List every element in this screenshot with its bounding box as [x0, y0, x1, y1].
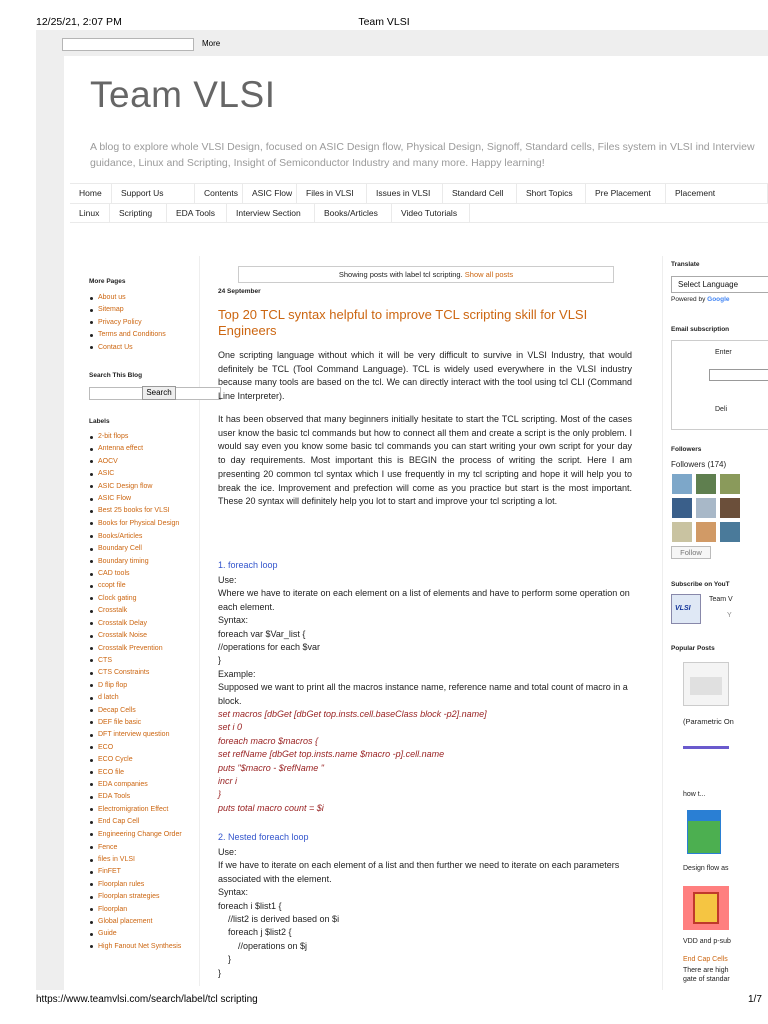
popular-post-thumbnail[interactable] — [683, 662, 729, 706]
code-line: } — [218, 655, 222, 666]
right-sidebar — [662, 256, 768, 990]
thumbnail-graphic — [688, 811, 720, 821]
label-link[interactable]: Decap Cells — [89, 705, 199, 717]
tab-books-articles[interactable]: Books/Articles — [315, 204, 392, 223]
popular-post-thumbnail[interactable] — [683, 740, 729, 756]
thumbnail-graphic — [683, 746, 729, 749]
code-line: //operations on $j — [218, 940, 308, 951]
label-link[interactable]: DEF file basic — [89, 717, 199, 729]
label-link[interactable]: Best 25 books for VLSI — [89, 505, 199, 517]
page-tabs-row-2 — [70, 203, 768, 223]
tab-placement[interactable]: Placement — [666, 184, 768, 203]
blog-search-button[interactable]: Search — [142, 386, 176, 400]
followers-heading: Followers — [671, 446, 702, 453]
label-link[interactable] — [89, 518, 199, 531]
syntax-label: Syntax: — [218, 887, 249, 898]
post-paragraph-1: One scripting language without which it will be very difficult to survive in VLSI Industry, that would definitely be TCL (Tool Command Language). TCL is widely used everywhere in the VLSI industry because many tools are based on the tcl. We can directly interact with the tool using tcl CLI (Command Line Interpreter). — [218, 350, 632, 402]
label-link[interactable]: DFT interview question — [89, 729, 199, 741]
tab-interview-section[interactable]: Interview Section — [227, 204, 315, 223]
label-status-box — [238, 266, 614, 283]
label-link[interactable]: AOCV — [89, 456, 199, 468]
more-page-link[interactable]: Terms and Conditions — [89, 329, 199, 341]
follower-avatar[interactable] — [672, 498, 692, 518]
label-link[interactable]: Floorplan strategies — [89, 891, 199, 903]
page-tabs-row-1 — [70, 183, 768, 203]
label-link[interactable]: Global placement — [89, 916, 199, 928]
label-link[interactable]: Fence — [89, 842, 199, 854]
code-line: //list2 is derived based on $i — [218, 913, 340, 924]
popular-post-title[interactable]: (Parametric On — [683, 717, 734, 726]
section-nested-foreach-body — [218, 846, 638, 980]
follower-avatar[interactable] — [696, 498, 716, 518]
label-link[interactable]: EDA companies — [89, 779, 199, 791]
label-link[interactable]: Electromigration Effect — [89, 804, 199, 816]
label-link[interactable]: ECO — [89, 742, 199, 754]
syntax-label: Syntax: — [218, 615, 249, 626]
example-label: Example: — [218, 668, 256, 679]
label-link[interactable]: Clock gating — [89, 593, 199, 605]
translate-heading: Translate — [671, 261, 700, 268]
label-link[interactable]: Boundary Cell — [89, 543, 199, 555]
label-link[interactable]: CTS Constraints — [89, 667, 199, 679]
label-link[interactable]: D flip flop — [89, 680, 199, 692]
blog-title[interactable]: Team VLSI — [90, 74, 276, 115]
example-text: Supposed we want to print all the macros instance name, reference name and total count of macro in a block. — [218, 682, 628, 706]
label-link[interactable]: Floorplan — [89, 904, 199, 916]
use-label: Use: — [218, 847, 237, 857]
popular-posts-heading: Popular Posts — [671, 645, 715, 652]
navbar-search-input[interactable] — [62, 38, 194, 51]
team-vlsi-logo[interactable] — [671, 594, 701, 624]
labels-heading: Labels — [89, 418, 110, 425]
label-link[interactable]: Floorplan rules — [89, 879, 199, 891]
tab-pre-placement[interactable]: Pre Placement — [586, 184, 666, 203]
section-foreach-body — [218, 574, 638, 815]
labels-list — [89, 431, 199, 954]
use-text: If we have to iterate on each element of a list and then further we need to iterate on each parameters associated with the element. — [218, 860, 620, 884]
print-page-number: 1/7 — [748, 994, 762, 1005]
label-link[interactable]: ECO Cycle — [89, 754, 199, 766]
label-link[interactable]: FinFET — [89, 866, 199, 878]
follower-avatar[interactable] — [720, 498, 740, 518]
follower-avatar[interactable] — [696, 522, 716, 542]
label-link[interactable]: CTS — [89, 655, 199, 667]
popular-post-title[interactable]: VDD and p-sub — [683, 938, 731, 945]
blog-description: A blog to explore whole VLSI Design, focused on ASIC Design flow, Physical Design, Signoff, Standard cells, Files system in VLSI ind Interview guidance, Linux and Scripting, Insight of Semiconductor Industry and many more. Happy learning! — [90, 141, 755, 169]
code-line: } — [218, 967, 222, 978]
print-title: Team VLSI — [358, 16, 410, 28]
tab-linux[interactable]: Linux — [70, 204, 110, 223]
example-code-line: puts "$macro - $refName " — [218, 762, 324, 773]
label-link[interactable]: Boundary timing — [89, 556, 199, 568]
label-link-text[interactable]: High Fanout Net Synthesis — [98, 942, 182, 950]
youtube-heading: Subscribe on YouT — [671, 581, 730, 588]
tab-standard-cell[interactable]: Standard Cell — [443, 184, 517, 203]
use-text: Where we have to iterate on each element on a list of elements and have to perform some operation on each element. — [218, 588, 630, 612]
label-link[interactable]: ASIC Design flow — [89, 481, 199, 493]
label-link[interactable]: Antenna effect — [89, 443, 199, 455]
google-logo[interactable]: Google — [707, 296, 730, 303]
blogger-navbar — [36, 34, 768, 54]
example-code-line: set macros [dbGet [dbGet top.insts.cell.baseClass block -p2].name] — [218, 708, 487, 719]
example-code-line: puts total macro count = $i — [218, 802, 324, 813]
print-datetime: 12/25/21, 2:07 PM — [36, 16, 122, 28]
code-line: foreach j $list2 { — [218, 927, 292, 938]
tab-asic-flow[interactable]: ASIC Flow — [243, 184, 297, 203]
print-header — [0, 0, 768, 30]
use-label: Use: — [218, 575, 237, 585]
label-link-text[interactable]: Books for Physical Design — [98, 519, 180, 527]
follower-avatar[interactable] — [696, 474, 716, 494]
tab-scripting[interactable]: Scripting — [110, 204, 167, 223]
tab-files-in-vlsi[interactable]: Files in VLSI — [297, 184, 367, 203]
label-link[interactable]: ASIC Flow — [89, 493, 199, 505]
label-link[interactable]: 2-bit flops — [89, 431, 199, 443]
follower-avatar[interactable] — [672, 474, 692, 494]
followers-count[interactable]: Followers (174) — [671, 460, 727, 469]
popular-post-snippet: gate of standar — [683, 976, 730, 983]
label-link[interactable]: ASIC — [89, 468, 199, 480]
tab-video-tutorials[interactable]: Video Tutorials — [392, 204, 470, 223]
label-link[interactable]: Crosstalk Noise — [89, 630, 199, 642]
popular-post-title[interactable]: End Cap Cells — [683, 956, 728, 963]
email-deliver-button[interactable]: Deli — [715, 406, 728, 413]
tab-home[interactable]: Home — [70, 184, 112, 203]
label-link[interactable]: Books/Articles — [89, 531, 199, 543]
more-page-link[interactable]: Sitemap — [89, 304, 199, 316]
left-sidebar — [80, 256, 200, 986]
popular-post-thumbnail[interactable] — [687, 810, 721, 854]
label-link[interactable]: ECO file — [89, 767, 199, 779]
print-footer — [0, 994, 768, 1014]
status-text: Showing posts with label tcl scripting. — [338, 270, 463, 279]
label-link[interactable]: Crosstalk Prevention — [89, 643, 199, 655]
tab-contents[interactable]: Contents — [195, 184, 243, 203]
more-page-link[interactable]: Contact Us — [89, 342, 199, 354]
popular-post-thumbnail[interactable] — [683, 886, 729, 930]
follow-button[interactable]: Follow — [671, 546, 711, 559]
tab-issues-in-vlsi[interactable]: Issues in VLSI — [367, 184, 443, 203]
label-link[interactable]: d latch — [89, 692, 199, 704]
example-code-line: incr i — [218, 775, 238, 786]
label-link[interactable]: EDA Tools — [89, 791, 199, 803]
popular-post-title[interactable]: how t... — [683, 791, 706, 798]
powered-by — [671, 296, 730, 303]
show-all-posts-link[interactable]: Show all posts — [464, 270, 514, 279]
popular-post-title[interactable]: Design flow as — [683, 865, 729, 872]
tab-eda-tools[interactable]: EDA Tools — [167, 204, 227, 223]
more-page-link[interactable]: About us — [89, 292, 199, 304]
code-line: //operations for each $var — [218, 641, 321, 652]
thumbnail-graphic — [693, 892, 719, 924]
more-pages-list — [89, 292, 199, 354]
code-line: foreach i $list1 { — [218, 900, 282, 911]
more-pages-heading: More Pages — [89, 278, 126, 285]
email-enter-label: Enter — [715, 349, 732, 356]
code-line: foreach var $Var_list { — [218, 628, 306, 639]
code-line: } — [218, 954, 232, 965]
tab-short-topics[interactable]: Short Topics — [517, 184, 586, 203]
section-heading-nested-foreach: 2. Nested foreach loop — [218, 832, 309, 842]
email-subscription-heading: Email subscription — [671, 326, 730, 333]
navbar-more-link[interactable]: More — [202, 39, 221, 48]
example-code-line: foreach macro $macros { — [218, 735, 319, 746]
tab-support-us[interactable]: Support Us — [112, 184, 195, 203]
search-blog-heading: Search This Blog — [89, 372, 143, 379]
team-vlsi-logo-text: VLSI — [675, 605, 691, 612]
email-input[interactable] — [709, 369, 768, 381]
example-code-line: } — [218, 789, 222, 800]
label-link[interactable]: End Cap Cell — [89, 816, 199, 828]
label-link[interactable]: Guide — [89, 928, 199, 940]
post-paragraph-2: It has been observed that many beginners initially hesitate to start the TCL scripting. Most of the cases user know the basic tcl commands but how to connect all them and create a script is the only problem. I would say even you know some basic tcl commands you can start writing your own script for your day to day requirements. Most important this is BEGIN the process of writing the script. Here I am presenting 20 common tcl syntax which I use frequently in my tcl scripting and hope it will help you to break the ice. Improvement and prefection will come as you practice but start is the most important. These 20 syntax will definitely help you lot to start and improve your tcl scripting a lot. — [218, 414, 632, 507]
label-link[interactable] — [89, 829, 199, 842]
section-heading-foreach: 1. foreach loop — [218, 560, 278, 570]
print-url: https://www.teamvlsi.com/search/label/tcl scripting — [36, 994, 258, 1005]
label-link[interactable] — [89, 941, 199, 954]
popular-post-snippet: There are high — [683, 967, 729, 974]
example-code-line: set i 0 — [218, 722, 243, 733]
post-date: 24 September — [218, 288, 261, 295]
label-link[interactable]: files in VLSI — [89, 854, 199, 866]
label-link[interactable]: Crosstalk Delay — [89, 618, 199, 630]
label-link[interactable]: ccopt file — [89, 580, 199, 592]
powered-by-text: Powered by — [671, 296, 706, 303]
follower-avatar[interactable] — [672, 522, 692, 542]
translate-select[interactable]: Select Language — [671, 276, 768, 293]
thumbnail-graphic — [690, 677, 722, 695]
label-link[interactable]: Crosstalk — [89, 605, 199, 617]
post-title[interactable]: Top 20 TCL syntax helpful to improve TCL scripting skill for VLSI Engineers — [218, 307, 588, 338]
label-link[interactable]: CAD tools — [89, 568, 199, 580]
label-link-text[interactable]: Engineering Change Order — [98, 830, 182, 838]
youtube-subscribe-button[interactable]: Y — [727, 612, 732, 619]
more-page-link[interactable]: Privacy Policy — [89, 317, 199, 329]
follower-avatar[interactable] — [720, 522, 740, 542]
youtube-channel-name[interactable]: Team V — [709, 596, 733, 603]
follower-avatar[interactable] — [720, 474, 740, 494]
example-code-line: set refName [dbGet top.insts.name $macro -p].cell.name — [218, 749, 445, 760]
